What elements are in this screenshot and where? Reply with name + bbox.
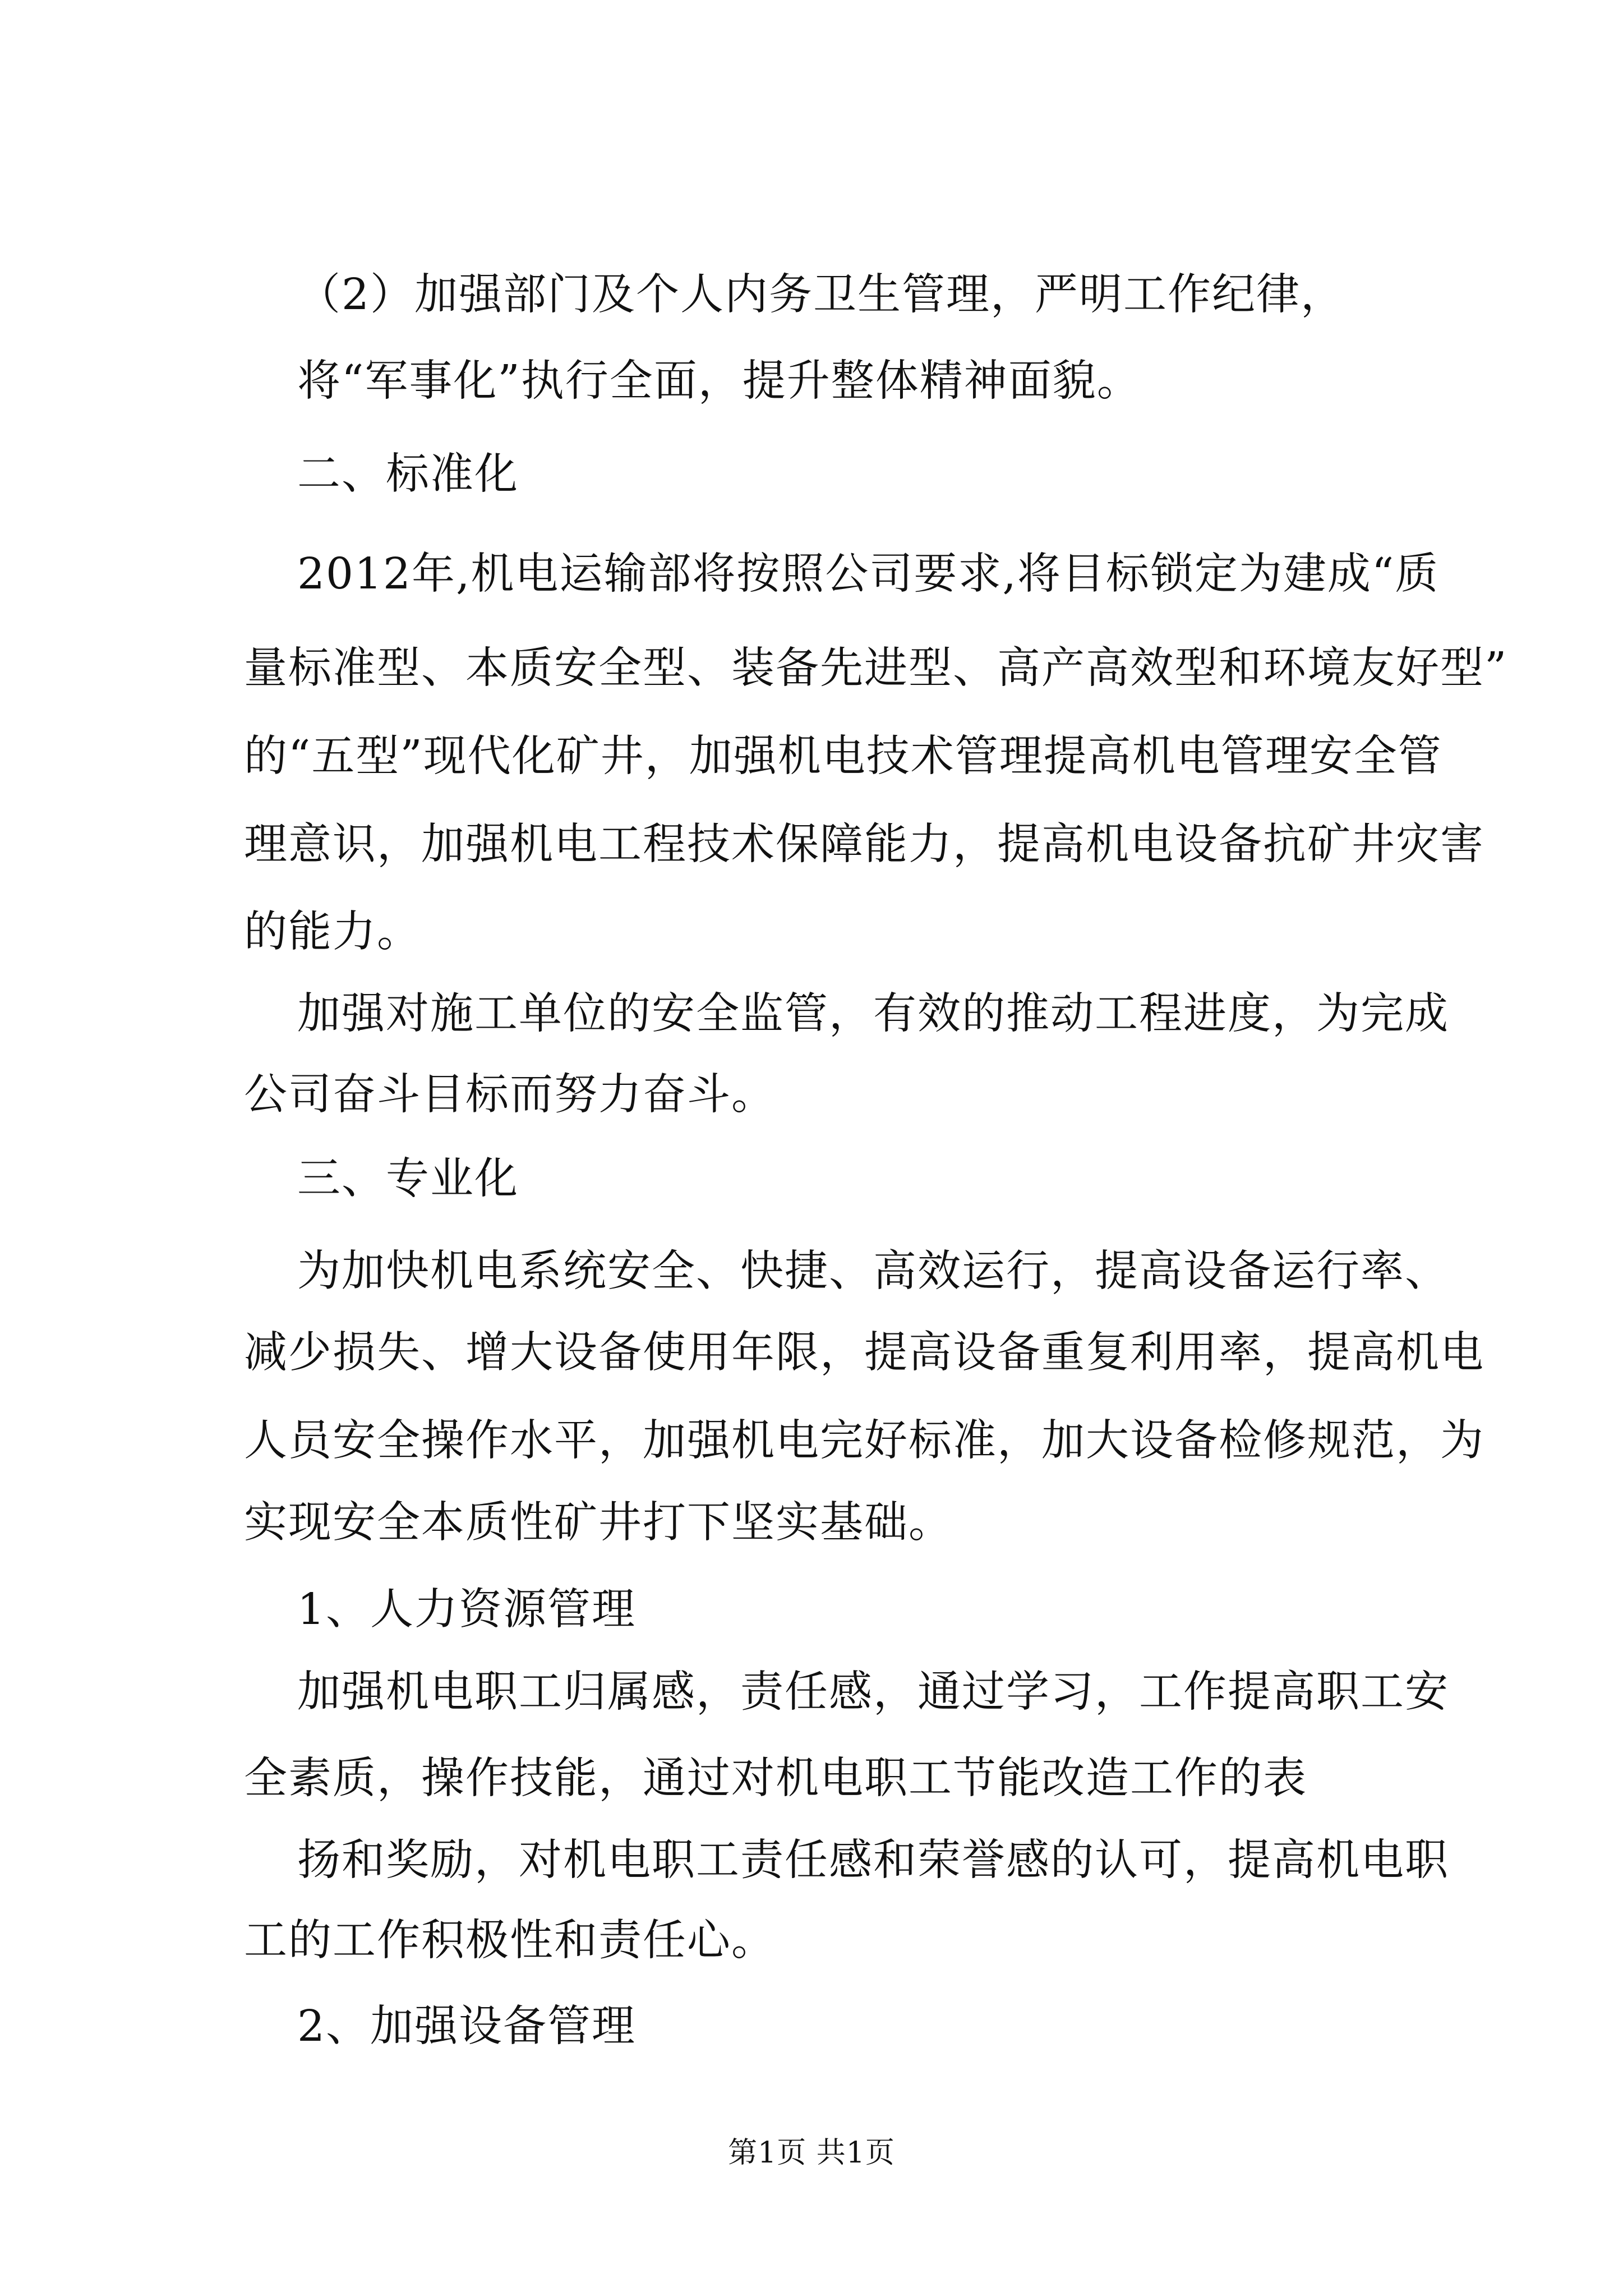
- paragraph-line: 工的工作积极性和责任心。: [244, 1916, 776, 1966]
- paragraph-line: 为加快机电系统安全、快捷、高效运行，提高设备运行率、: [297, 1246, 1449, 1296]
- paragraph-line: 公司奋斗目标而努力奋斗。: [244, 1070, 776, 1120]
- paragraph-line: 将“军事化”执行全面，提升整体精神面貌。: [297, 356, 1141, 406]
- subsection-heading: 2、加强设备管理: [297, 2001, 636, 2051]
- paragraph-line: 的能力。: [244, 907, 421, 957]
- subsection-heading: 1、人力资源管理: [297, 1585, 636, 1635]
- paragraph-line: 加强对施工单位的安全监管，有效的推动工程进度，为完成: [297, 989, 1449, 1039]
- page-number-footer: 第1页 共1页: [728, 2136, 895, 2170]
- paragraph-line: 实现安全本质性矿井打下坚实基础。: [244, 1498, 953, 1548]
- section-heading: 二、标准化: [297, 449, 519, 499]
- paragraph-line: 减少损失、增大设备使用年限，提高设备重复利用率，提高机电: [244, 1328, 1484, 1378]
- section-heading: 三、专业化: [297, 1154, 519, 1204]
- paragraph-line: 加强机电职工归属感，责任感，通过学习，工作提高职工安: [297, 1667, 1449, 1717]
- paragraph-line: （2）加强部门及个人内务卫生管理，严明工作纪律，: [297, 270, 1345, 320]
- paragraph-line: 扬和奖励，对机电职工责任感和荣誉感的认可，提高机电职: [297, 1835, 1449, 1885]
- paragraph-line: 理意识，加强机电工程技术保障能力，提高机电设备抗矿井灾害: [244, 820, 1484, 869]
- paragraph-line: 的“五型”现代化矿井，加强机电技术管理提高机电管理安全管: [244, 731, 1442, 781]
- paragraph-line: 量标准型、本质安全型、装备先进型、高产高效型和环境友好型”: [244, 643, 1508, 693]
- paragraph-line: 全素质，操作技能，通过对机电职工节能改造工作的表: [244, 1754, 1307, 1803]
- paragraph-line: 人员安全操作水平，加强机电完好标准，加大设备检修规范，为: [244, 1416, 1484, 1466]
- paragraph-line: 2012年,机电运输部将按照公司要求,将目标锁定为建成“质: [297, 549, 1440, 599]
